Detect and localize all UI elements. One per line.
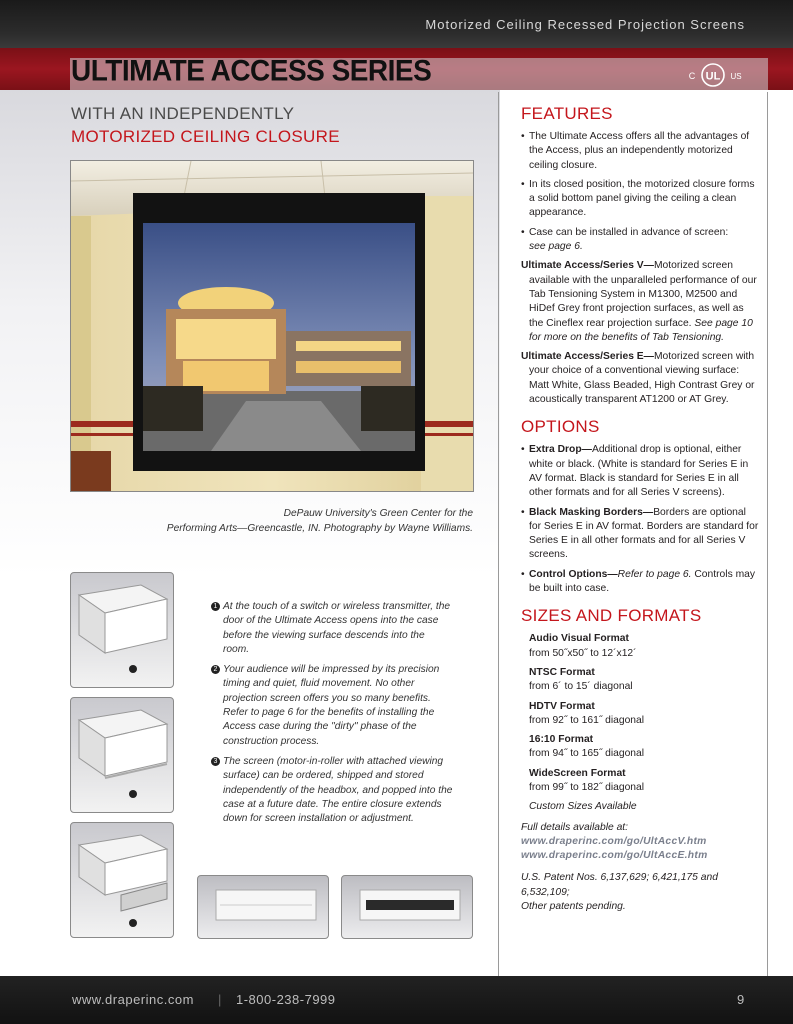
closure-closed-image — [197, 875, 329, 939]
page-header — [0, 0, 793, 48]
caption-line-1: DePauw University's Green Center for the — [283, 508, 473, 519]
format-range: from 50˝x50˝ to 12´x12´ — [529, 647, 637, 659]
closure-open-detail — [342, 876, 473, 939]
format-name: WideScreen Format — [529, 767, 626, 779]
feature-bullet-3 — [521, 226, 759, 255]
patent-line-2: Other patents pending. — [521, 901, 626, 913]
step-3-number: 3 — [211, 757, 220, 766]
feature-bullet-2: • In its closed position, the motorized closure forms a solid bottom panel giving the ceiling a clean appearance. — [521, 178, 759, 221]
features-heading: FEATURES — [521, 104, 613, 123]
series-v-ref: See page 10 for more on the benefits of Tab Tensioning. — [529, 317, 753, 343]
ul-c: C — [688, 71, 696, 81]
step-3-text: The screen (motor-in-roller with attached viewing surface) can be ordered, shipped and stored independently of the headbox, and popped into the case at a future date. The entire closure extends down for screen installation or adjustment. — [223, 755, 453, 825]
series-e-link[interactable]: www.draperinc.com/go/UltAccE.htm — [521, 850, 708, 862]
step-3-image — [70, 822, 174, 938]
main-photo — [70, 160, 474, 492]
patent-notice — [521, 871, 759, 914]
series-v-text: Motorized screen available with the unparalleled performance of our Tab Tensioning System in M1300, M2500 and HiDef Grey front projection surfaces, as well as the Cineflex rear projection surface. — [529, 260, 757, 329]
option-control-ref: Refer to page 6. — [617, 568, 692, 580]
option-black-masking-text: Borders are optional for Series E in AV format. Borders are standard for Series E in all other formats and for all Series V screens. — [529, 506, 759, 561]
right-border — [767, 92, 768, 976]
format-widescreen — [521, 767, 759, 796]
series-v-name: Ultimate Access/Series V— — [521, 260, 654, 272]
website-link[interactable]: www.draperinc.com — [72, 992, 194, 1007]
ul-letters: UL — [705, 70, 721, 83]
phone-number: 1-800-238-7999 — [236, 992, 336, 1007]
sizes-heading: SIZES AND FORMATS — [521, 606, 702, 626]
open-closure-image — [71, 823, 174, 938]
series-e-description — [521, 350, 759, 407]
format-16-10 — [521, 733, 759, 762]
format-audio-visual — [521, 632, 759, 661]
step-2 — [211, 663, 453, 749]
closure-open-image — [341, 875, 473, 939]
options-heading: OPTIONS — [521, 417, 600, 437]
series-v-description — [521, 259, 759, 345]
format-ntsc — [521, 666, 759, 695]
subtitle-line-2: MOTORIZED CEILING CLOSURE — [71, 127, 340, 146]
step-3 — [211, 755, 453, 826]
closed-case-image — [71, 573, 174, 688]
opening-case-image — [71, 698, 174, 813]
category-label: Motorized Ceiling Recessed Projection Screens — [425, 17, 745, 32]
step-2-number: 2 — [211, 665, 220, 674]
installation-steps — [211, 600, 453, 832]
ul-us: US — [730, 72, 742, 81]
format-name: NTSC Format — [529, 666, 595, 678]
format-range: from 6´ to 15´ diagonal — [529, 681, 633, 693]
footer-separator: | — [218, 992, 222, 1007]
option-control — [521, 568, 759, 597]
closure-closed-detail — [198, 876, 329, 939]
photo-caption — [113, 506, 473, 536]
option-black-masking — [521, 506, 759, 563]
option-black-masking-name: Black Masking Borders— — [529, 506, 654, 518]
details-label: Full details available at: — [521, 821, 629, 833]
option-extra-drop — [521, 443, 759, 500]
format-name: 16:10 Format — [529, 734, 594, 746]
series-v-link[interactable]: www.draperinc.com/go/UltAccV.htm — [521, 835, 707, 847]
step-1 — [211, 600, 453, 657]
custom-sizes-note: Custom Sizes Available — [529, 801, 637, 813]
feature-bullet-1: • The Ultimate Access offers all the advantages of the Access, plus an independently motorized ceiling closure. — [521, 130, 759, 173]
room-projection-image — [71, 161, 474, 492]
step-2-text: Your audience will be impressed by its precision timing and quiet, fluid movement. No other projection screen offers you so many benefits. Refer to page 6 for the benefits of installing the Access case during the "dirty" phase of the construction process. — [223, 664, 440, 747]
step-1-text: At the touch of a switch or wireless transmitter, the door of the Ultimate Access opens into the case before the viewing surface descends into the room. — [223, 601, 451, 655]
subtitle-line-1: WITH AN INDEPENDENTLY — [71, 104, 295, 123]
format-range: from 94˝ to 165˝ diagonal — [529, 748, 645, 760]
format-name: Audio Visual Format — [529, 633, 629, 645]
step-1-image — [70, 572, 174, 688]
option-extra-drop-text: Additional drop is optional, either white or black. (White is standard for Series E in AV format. Black is standard for Series E in all other formats and for all Series V screens). — [529, 444, 749, 499]
series-title: ULTIMATE ACCESS SERIES — [71, 54, 432, 87]
series-e-name: Ultimate Access/Series E— — [521, 351, 654, 363]
step-2-image — [70, 697, 174, 813]
feature-bullet-3-ref: see page 6. — [529, 241, 583, 253]
column-divider — [498, 92, 499, 976]
format-range: from 99˝ to 182˝ diagonal — [529, 781, 645, 793]
series-e-text: Motorized screen with your choice of a conventional viewing surface: Matt White, Glass Beaded, High Contrast Grey or acoustically transparent AT1200 or AT Grey. — [529, 351, 755, 406]
ul-listed-icon — [682, 62, 744, 88]
feature-bullet-3-text: Case can be installed in advance of screen: — [529, 226, 729, 238]
option-extra-drop-name: Extra Drop— — [529, 444, 592, 456]
patent-line-1: U.S. Patent Nos. 6,137,629; 6,421,175 and 6,532,109; — [521, 872, 718, 898]
caption-line-2: Performing Arts—Greencastle, IN. Photography by Wayne Williams. — [166, 523, 473, 534]
format-hdtv — [521, 700, 759, 729]
option-control-text: Controls may be built into case. — [529, 568, 756, 595]
step-1-number: 1 — [211, 602, 220, 611]
option-control-name: Control Options— — [529, 568, 618, 580]
right-column — [521, 104, 759, 914]
format-range: from 92˝ to 161˝ diagonal — [529, 714, 645, 726]
page-number: 9 — [737, 992, 745, 1007]
format-name: HDTV Format — [529, 700, 595, 712]
page-footer — [0, 976, 793, 1024]
